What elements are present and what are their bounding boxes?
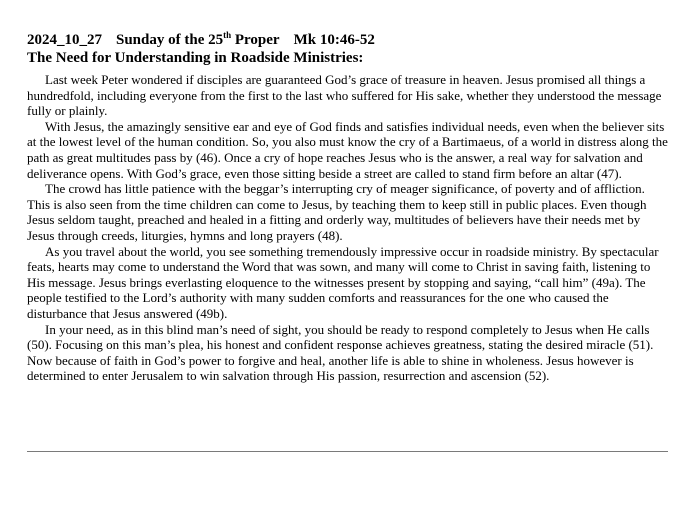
- body-paragraph-4: As you travel about the world, you see something tremendously impressive occur in roadside ministry. By spectacular feats, hearts may come to understand the Word that was sown, and many will come to Christ in saving faith, listening to His message. Jesus brings everlasting eloquence to the witnesses present by stopping and saying, “call him” (49a). The people testified to the Lord’s authority with many sudden comforts and reassurances for the one who caused the disturbance that Jesus answered (49b).: [27, 243, 659, 321]
- body-paragraph-3: The crowd has little patience with the beggar’s interrupting cry of meager significance, of poverty and of affliction. This is also seen from the time children can come to Jesus, by teaching them to keep still in public places. Even though Jesus seldom taught, preached and healed in a fitting and orderly way, multitudes of believers have their needs met by Jesus through creeds, liturgies, hymns and long prayers (48).: [27, 181, 647, 243]
- body-paragraph-2: With Jesus, the amazingly sensitive ear and eye of God finds and satisfies individual needs, even when the believer sits at the lowest level of the human condition. So, you also must know the cry of a Bartimaeus, of a world in distress along the path as great multitudes pass by (46). Once a cry of hope reaches Jesus who is the answer, a real way for salvation and deliverance opens. With God’s grace, even those sitting beside a street are called to stand firm before an altar (47).: [27, 118, 668, 181]
- scripture-reference: Mk 10:46-52: [293, 32, 375, 48]
- document-page: [27, 31, 668, 384]
- sermon-occasion: Sunday of the 25th Proper: [116, 30, 280, 48]
- document-subtitle: The Need for Understanding in Roadside Ministries:: [27, 50, 364, 66]
- document-title: [27, 31, 668, 49]
- body-paragraph-5: In your need, as in this blind man’s need of sight, you should be ready to respond completely to Jesus when He calls (50). Focusing on this man’s plea, his honest and confident response achieves greatness, stating the desired miracle (51). Now because of faith in God’s power to forgive and heal, another life is able to shine in wholeness. Jesus however is determined to enter Jerusalem to win salvation through His passion, resurrection and ascension (52).: [27, 321, 654, 384]
- page-divider: [27, 451, 668, 452]
- body-paragraph-1: Last week Peter wondered if disciples are guaranteed God’s grace of treasure in heaven. Jesus promised all things a hundredfold, including everyone from the first to the last who suffered for His sake, whether they understood the message fully or plainly.: [27, 72, 662, 119]
- sermon-date: 2024_10_27: [27, 32, 102, 48]
